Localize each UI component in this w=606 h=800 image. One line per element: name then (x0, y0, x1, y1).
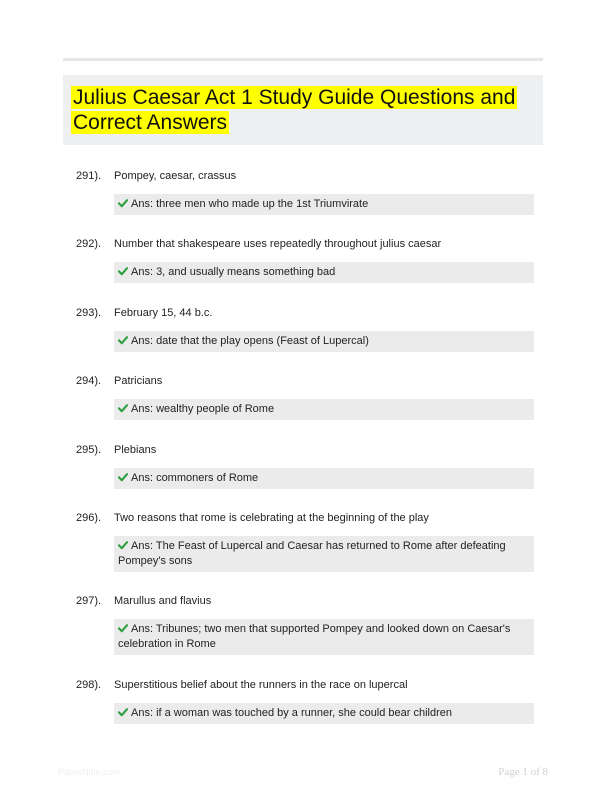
answer-box (114, 262, 534, 283)
check-icon (118, 198, 128, 208)
question-text: Marullus and flavius (114, 595, 212, 607)
question-text: Number that shakespeare uses repeatedly throughout julius caesar (114, 238, 442, 250)
question-number: 293). (76, 307, 102, 319)
question-number: 296). (76, 512, 102, 524)
question-text: Pompey, caesar, crassus (114, 170, 237, 182)
check-icon (118, 623, 128, 633)
answer-text: Ans: wealthy people of Rome (131, 403, 275, 415)
check-icon (118, 266, 128, 276)
question-text: Superstitious belief about the runners in the race on lupercal (114, 679, 408, 691)
top-divider (63, 58, 543, 61)
answer-box (114, 468, 534, 489)
answer-box (114, 331, 534, 352)
page-title (71, 85, 535, 135)
answer-box (114, 536, 534, 572)
check-icon (118, 335, 128, 345)
answer-box (114, 703, 534, 724)
question-text: Two reasons that rome is celebrating at the beginning of the play (114, 512, 429, 524)
question-number: 291). (76, 170, 102, 182)
check-icon (118, 540, 128, 550)
check-icon (118, 403, 128, 413)
answer-box (114, 399, 534, 420)
check-icon (118, 472, 128, 482)
answer-text: Ans: date that the play opens (Feast of Lupercal) (131, 335, 369, 347)
question-number: 294). (76, 375, 102, 387)
answer-text: Ans: The Feast of Lupercal and Caesar has returned to Rome after defeating Pompey's sons (118, 540, 506, 567)
question-number: 297). (76, 595, 102, 607)
answer-box (114, 194, 534, 215)
question-number: 298). (76, 679, 102, 691)
check-icon (118, 707, 128, 717)
question-text: Plebians (114, 444, 157, 456)
title-banner (63, 75, 543, 145)
answer-text: Ans: commoners of Rome (131, 472, 259, 484)
answer-box (114, 619, 534, 655)
page-title-text: Julius Caesar Act 1 Study Guide Questions and Correct Answers (73, 86, 516, 134)
answer-text: Ans: Tribunes; two men that supported Pompey and looked down on Caesar's celebration in Rome (118, 623, 511, 650)
answer-text: Ans: three men who made up the 1st Triumvirate (131, 198, 369, 210)
page-number: Page 1 of 8 (498, 766, 548, 778)
footer-watermark: PaperNibe.com (58, 767, 121, 777)
answer-text: Ans: 3, and usually means something bad (131, 266, 336, 278)
question-text: February 15, 44 b.c. (114, 307, 213, 319)
question-text: Patricians (114, 375, 163, 387)
answer-text: Ans: if a woman was touched by a runner, she could bear children (131, 707, 453, 719)
question-number: 292). (76, 238, 102, 250)
question-number: 295). (76, 444, 102, 456)
